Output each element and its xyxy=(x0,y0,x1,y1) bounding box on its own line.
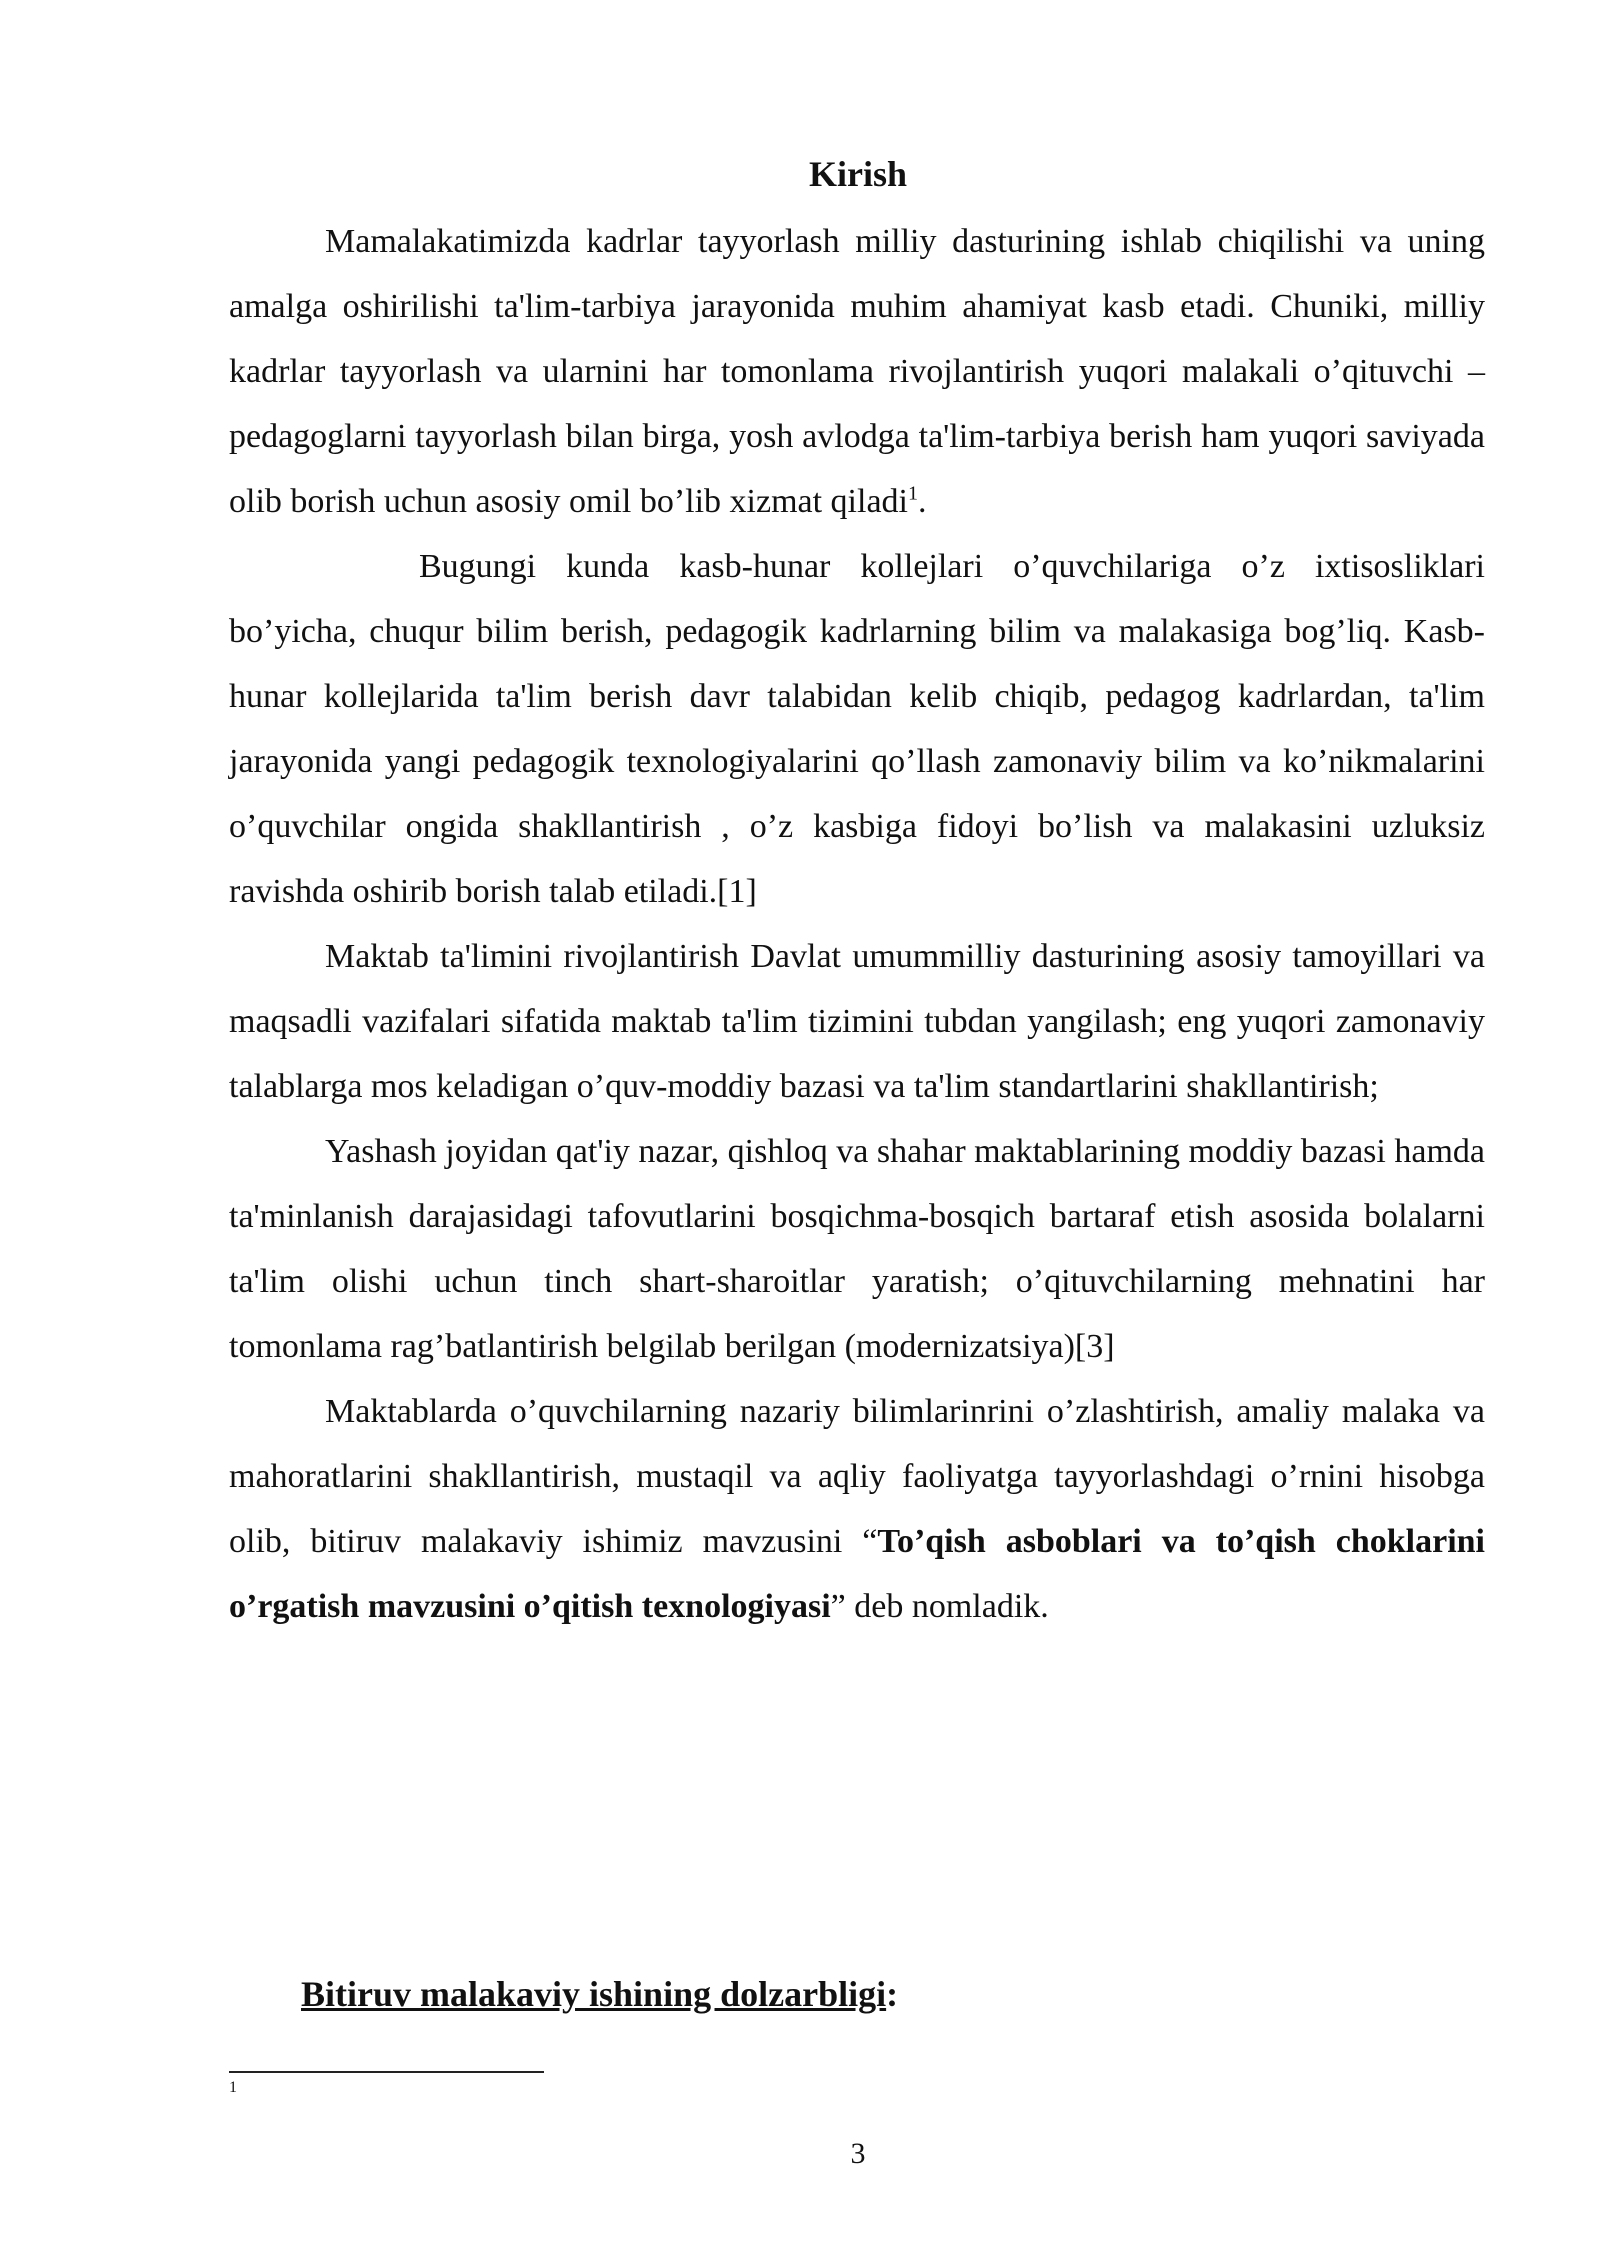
paragraph-intro xyxy=(229,209,1485,534)
paragraph-living-place: Yashash joyidan qat'iy nazar, qishloq va shahar maktablarining moddiy bazasi hamda ta'minlanish darajasidagi tafovutlarini bosqichma-bosqich bartaraf etish asosida bolalarni ta'lim olishi uchun tinch shart-sharoitlar yaratish; o’qituvchilarning mehnatini har tomonlama rag’batlantirish belgilab berilgan (modernizatsiya)[3] xyxy=(229,1133,1485,1365)
footnote-number: 1 xyxy=(229,2079,237,2096)
paragraph-thesis-topic-before: Maktablarda o’quvchilarning nazariy bilimlarinrini o’zlashtirish, amaliy malaka va mahoratlarini shakllantirish, mustaqil va aqliy faoliyatga tayyorlashdagi o’rnini hisobga olib, bitiruv malakaviy ishimiz mavzusini “ xyxy=(229,1393,1485,1560)
paragraph-school-education: Maktab ta'limini rivojlantirish Davlat umummilliy dasturining asosiy tamoyillari va maqsadli vazifalari sifatida maktab ta'lim tizimini tubdan yangilash; eng yuqori zamonaviy talablarga mos keladigan o’quv-moddiy bazasi va ta'lim standartlarini shakllantirish; xyxy=(229,938,1485,1105)
page-number: 3 xyxy=(850,2137,866,2170)
paragraph-thesis-topic xyxy=(229,1379,1485,1639)
thesis-topic-title: To’qish asboblari va to’qish choklarini o’rgatish mavzusini o’qitish texnologiyasi xyxy=(229,1523,1485,1625)
footnote-separator xyxy=(229,2071,544,2073)
paragraph-colleges: Bugungi kunda kasb-hunar kollejlari o’quvchilariga o’z ixtisosliklari bo’yicha, chuqur bilim berish, pedagogik kadrlarning bilim va malakasiga bog’liq. Kasb-hunar kollejlarida ta'lim berish davr talabidan kelib chiqib, pedagog kadrlardan, ta'lim jarayonida yangi pedagogik texnologiyalarini qo’llash zamonaviy bilim va ko’nikmalarini o’quvchilar ongida shakllantirish , o’z kasbiga fidoyi bo’lish va malakasini uzluksiz ravishda oshirib borish talab etiladi.[1] xyxy=(229,548,1485,910)
paragraph-thesis-topic-after: ” deb nomladik. xyxy=(830,1588,1049,1625)
paragraph-intro-end: . xyxy=(918,483,927,520)
section-heading-relevance xyxy=(301,1970,898,2018)
paragraph-intro-text: Mamalakatimizda kadrlar tayyorlash milliy dasturining ishlab chiqilishi va uning amalga oshirilishi ta'lim-tarbiya jarayonida muhim ahamiyat kasb etadi. Chuniki, milliy kadrlar tayyorlash va ularnini har tomonlama rivojlantirish yuqori malakali o’qituvchi –pedagoglarni tayyorlash bilan birga, yosh avlodga ta'lim-tarbiya berish ham yuqori saviyada olib borish uchun asosiy omil bo’lib xizmat qiladi xyxy=(229,223,1485,520)
section-heading-relevance-text: Bitiruv malakaviy ishining dolzarbligi xyxy=(301,1974,887,2014)
section-heading-relevance-colon: : xyxy=(886,1974,899,2014)
page-title: Kirish xyxy=(808,154,907,194)
document-body xyxy=(229,209,1485,1639)
footnote-reference[interactable]: 1 xyxy=(908,482,918,505)
